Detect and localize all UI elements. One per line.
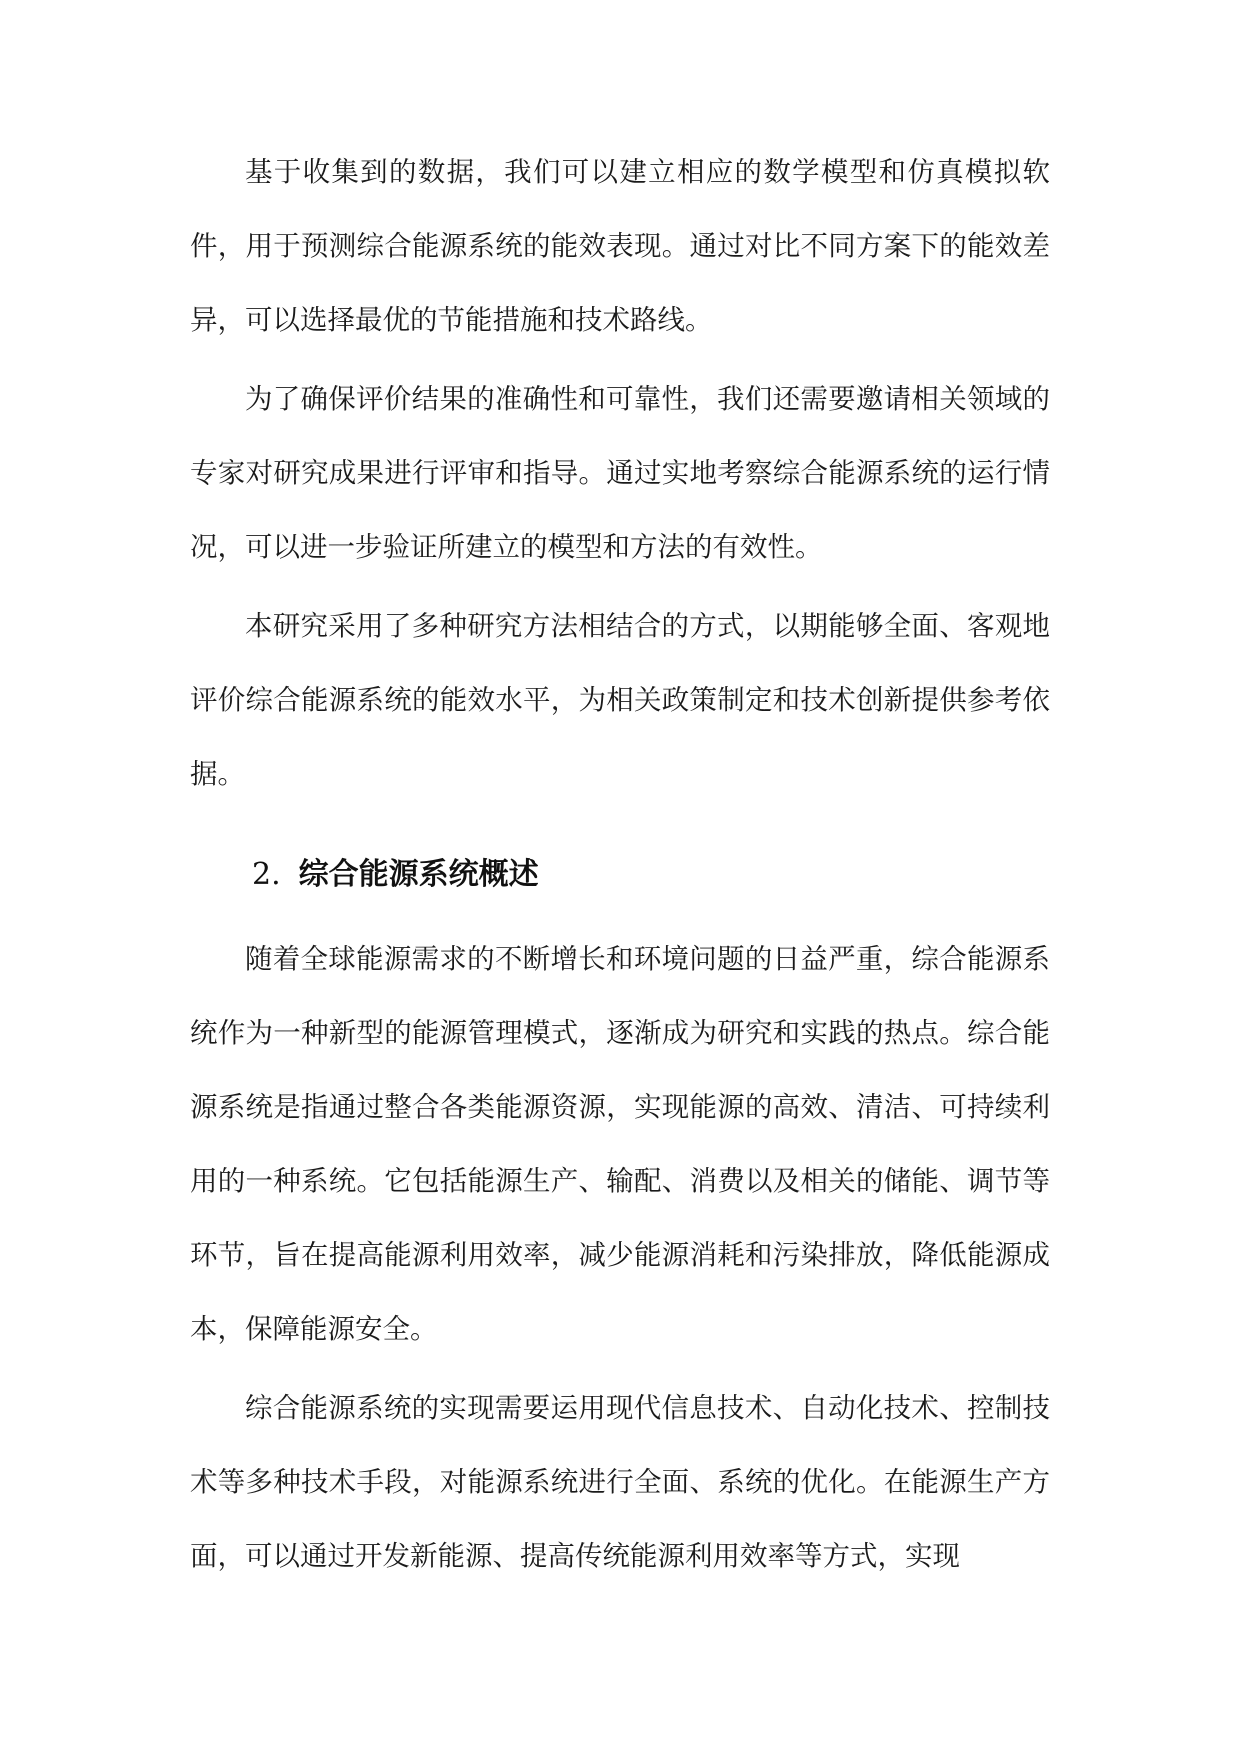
paragraph-expert-review: 为了确保评价结果的准确性和可靠性，我们还需要邀请相关领域的专家对研究成果进行评审和指导。通过实地考察综合能源系统的运行情况，可以进一步验证所建立的模型和方法的有效性。 <box>190 383 1050 563</box>
section-title: 综合能源系统概述 <box>298 857 539 892</box>
section-number: 2. <box>252 857 281 892</box>
paragraph-system-implementation: 综合能源系统的实现需要运用现代信息技术、自动化技术、控制技术等多种技术手段，对能源系统进行全面、系统的优化。在能源生产方面，可以通过开发新能源、提高传统能源利用效率等方式，实现 <box>190 1392 1050 1572</box>
section-heading <box>252 855 539 895</box>
paragraph-research-methods: 本研究采用了多种研究方法相结合的方式，以期能够全面、客观地评价综合能源系统的能效水平，为相关政策制定和技术创新提供参考依据。 <box>190 610 1050 790</box>
paragraph-data-modeling: 基于收集到的数据，我们可以建立相应的数学模型和仿真模拟软件，用于预测综合能源系统的能效表现。通过对比不同方案下的能效差异，可以选择最优的节能措施和技术路线。 <box>190 156 1050 336</box>
paragraph-system-overview: 随着全球能源需求的不断增长和环境问题的日益严重，综合能源系统作为一种新型的能源管理模式，逐渐成为研究和实践的热点。综合能源系统是指通过整合各类能源资源，实现能源的高效、清洁、可持续利用的一种系统。它包括能源生产、输配、消费以及相关的储能、调节等环节，旨在提高能源利用效率，减少能源消耗和污染排放，降低能源成本，保障能源安全。 <box>190 943 1050 1345</box>
